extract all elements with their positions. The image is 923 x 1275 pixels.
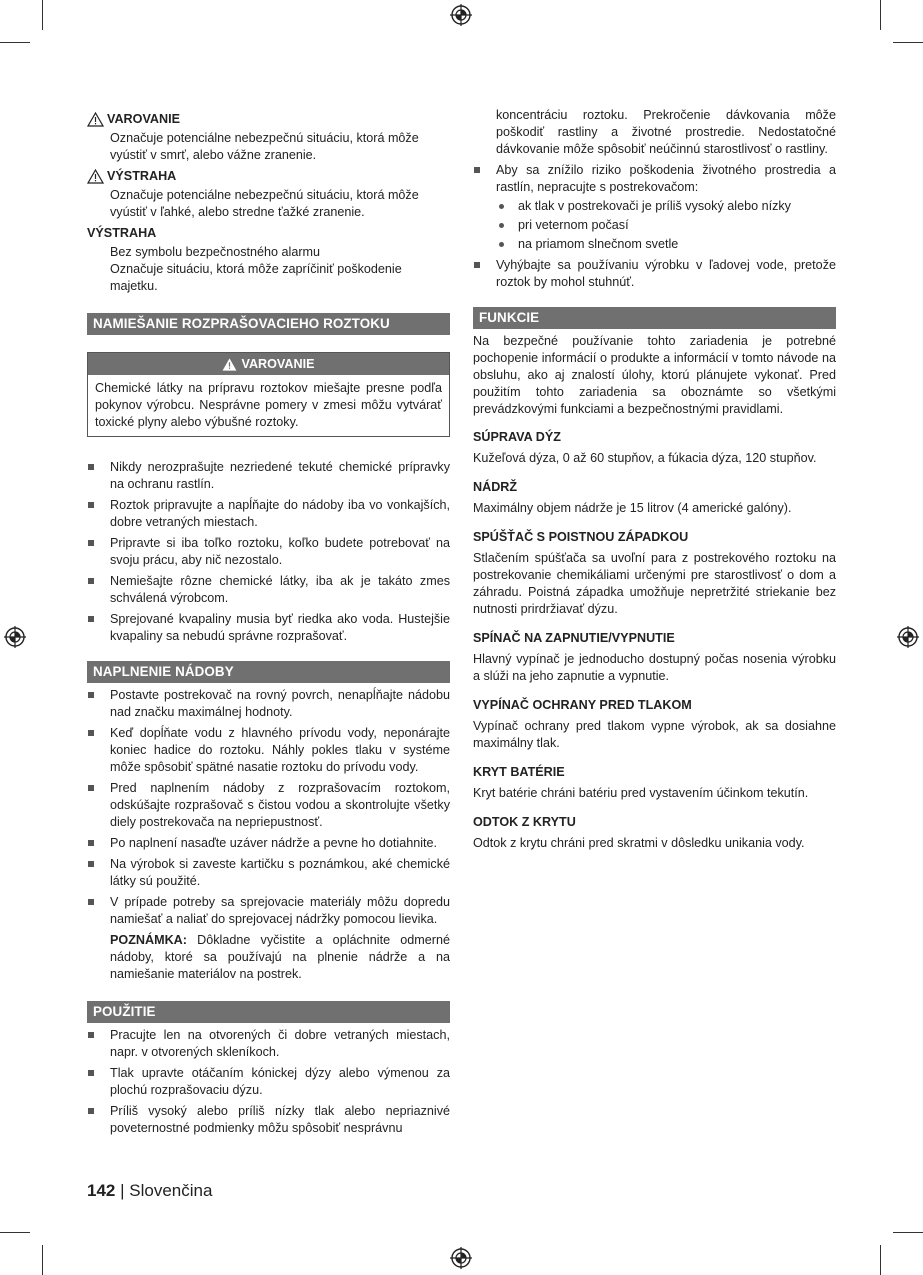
mixing-warning-text: Chemické látky na prípravu roztokov miešajte presne podľa pokynov výrobcu. Nesprávne pomery v zmesi môžu vytvárať toxické plyny alebo výbušné roztoky.	[95, 381, 442, 429]
vystraha-label: VÝSTRAHA	[87, 226, 157, 240]
warning-triangle-icon	[87, 169, 104, 184]
crop-mark	[880, 1245, 881, 1275]
function-title: VYPÍNAČ OCHRANY PRED TLAKOM	[473, 698, 692, 712]
vystraha-icon-title: VÝSTRAHA	[107, 169, 177, 183]
function-item	[473, 429, 836, 467]
list-item: Pripravte si iba toľko roztoku, koľko budete potrebovať na svoju prácu, aby nič nezostalo.	[87, 535, 450, 569]
list-item: V prípade potreby sa sprejovacie materiály môžu dopredu namiešať a naliať do sprejovacej nádržky pomocou lievika.	[87, 894, 450, 928]
list-item: Tlak upravte otáčaním kónickej dýzy alebo výmenou za plochú rozprašovaciu dýzu.	[87, 1065, 450, 1099]
vystraha-description: Označuje situáciu, ktorá môže zapríčiniť poškodenie majetku.	[110, 262, 402, 293]
usage-list	[87, 1027, 450, 1137]
function-item	[473, 630, 836, 685]
varovanie-description: Označuje potenciálne nebezpečnú situáciu, ktorá môže vyústiť v smrť, alebo vážne zranenie.	[110, 131, 419, 162]
function-item	[473, 814, 836, 852]
function-text: Kužeľová dýza, 0 až 60 stupňov, a fúkacia dýza, 120 stupňov.	[473, 451, 817, 465]
section-heading-usage: POUŽITIE	[87, 1001, 450, 1023]
function-title: NÁDRŽ	[473, 480, 518, 494]
list-item: Keď dopĺňate vodu z hlavného prívodu vody, neponárajte koniec hadice do roztoku. Náhly pokles tlaku v systéme môže spôsobiť spätné nasatie roztoku do prívodu vody.	[87, 725, 450, 776]
function-text: Kryt batérie chráni batériu pred vystavením účinkom tekutín.	[473, 786, 809, 800]
function-item	[473, 529, 836, 618]
warning-triangle-icon	[87, 112, 104, 127]
sub-list-item: ak tlak v postrekovači je príliš vysoký alebo nízky	[496, 198, 836, 215]
crop-mark	[893, 42, 923, 43]
page-number: 142	[87, 1181, 116, 1200]
usage-list-continued	[473, 162, 836, 291]
vystraha-icon-label	[87, 168, 450, 185]
note-label: POZNÁMKA:	[110, 933, 187, 947]
mixing-warning-title: VAROVANIE	[241, 357, 315, 371]
list-item: Príliš vysoký alebo príliš nízky tlak alebo nepriaznivé poveternostné podmienky môžu spôsobiť nesprávnu	[87, 1103, 450, 1137]
section-heading-functions: FUNKCIE	[473, 307, 836, 329]
crop-mark	[0, 1232, 30, 1233]
page-footer	[87, 1181, 212, 1201]
mixing-warning-head	[88, 353, 449, 375]
footer-language: Slovenčina	[129, 1181, 213, 1200]
crop-mark	[880, 0, 881, 30]
registration-mark-icon	[450, 1247, 472, 1269]
filling-list	[87, 687, 450, 928]
function-title: SÚPRAVA DÝZ	[473, 430, 561, 444]
list-item: Roztok pripravujte a napĺňajte do nádoby iba vo vonkajších, dobre vetraných miestach.	[87, 497, 450, 531]
varovanie-label	[87, 111, 450, 128]
registration-mark-icon	[4, 626, 26, 648]
crop-mark	[42, 0, 43, 30]
list-item	[473, 162, 836, 253]
function-item	[473, 764, 836, 802]
list-item: Pred naplnením nádoby z rozprašovacím roztokom, odskúšajte rozprašovač s čistou vodou a skontrolujte všetky diely postrekovača na nepriepustnosť.	[87, 780, 450, 831]
filling-note	[110, 932, 450, 983]
function-item	[473, 479, 836, 517]
list-item-text: Aby sa znížilo riziko poškodenia životného prostredia a rastlín, nepracujte s postrekovačom:	[496, 163, 836, 194]
function-text: Vypínač ochrany pred tlakom vypne výrobok, ak sa dosiahne maximálny tlak.	[473, 719, 836, 750]
vystraha-icon-description: Označuje potenciálne nebezpečnú situáciu, ktorá môže vyústiť v ľahké, alebo stredne ťažké zranenie.	[110, 188, 419, 219]
section-heading-mixing: NAMIEŠANIE ROZPRAŠOVACIEHO ROZTOKU	[87, 313, 450, 335]
list-item: Po naplnení nasaďte uzáver nádrže a pevne ho dotiahnite.	[87, 835, 450, 852]
sub-list	[496, 198, 836, 253]
list-item: Nemiešajte rôzne chemické látky, iba ak je takáto zmes schválená výrobcom.	[87, 573, 450, 607]
sub-list-item: na priamom slnečnom svetle	[496, 236, 836, 253]
section-heading-filling: NAPLNENIE NÁDOBY	[87, 661, 450, 683]
registration-mark-icon	[897, 626, 919, 648]
note-text: Dôkladne vyčistite a opláchnite odmerné nádoby, ktoré sa používajú na plnenie nádrže a na namiešanie materiálov na postrek.	[110, 933, 450, 981]
mixing-list	[87, 459, 450, 645]
function-text: Hlavný vypínač je jednoducho dostupný počas nosenia výrobku a slúži na jeho zapnutie a vypnutie.	[473, 652, 836, 683]
list-item: Sprejované kvapaliny musia byť riedka ako voda. Hustejšie kvapaliny sa nebudú správne rozprašovať.	[87, 611, 450, 645]
crop-mark	[893, 1232, 923, 1233]
vystraha-no-symbol: Bez symbolu bezpečnostného alarmu	[110, 245, 321, 259]
varovanie-title: VAROVANIE	[107, 112, 181, 126]
function-text: Odtok z krytu chráni pred skratmi v dôsledku unikania vody.	[473, 836, 805, 850]
function-title: SPÚŠŤAČ S POISTNOU ZÁPADKOU	[473, 530, 689, 544]
function-item	[473, 697, 836, 752]
list-item: Nikdy nerozprašujte nezriedené tekuté chemické prípravky na ochranu rastlín.	[87, 459, 450, 493]
sub-list-item: pri veternom počasí	[496, 217, 836, 234]
list-item: Postavte postrekovač na rovný povrch, nenapĺňajte nádobu nad značku maximálnej hodnoty.	[87, 687, 450, 721]
function-text: Maximálny objem nádrže je 15 litrov (4 americké galóny).	[473, 501, 792, 515]
function-title: SPÍNAČ NA ZAPNUTIE/VYPNUTIE	[473, 631, 675, 645]
usage-continued: koncentráciu roztoku. Prekročenie dávkovania môže poškodiť rastliny a životné prostredie. Nedostatočné dávkovanie môže spôsobiť neúčinnú starostlivosť o rastliny.	[496, 108, 836, 156]
severity-legend	[87, 111, 450, 295]
crop-mark	[0, 42, 30, 43]
footer-separator: |	[115, 1181, 130, 1200]
list-item: Na výrobok si zaveste kartičku s poznámkou, aké chemické látky sú použité.	[87, 856, 450, 890]
warning-triangle-icon	[222, 358, 237, 371]
function-title: KRYT BATÉRIE	[473, 765, 565, 779]
left-column	[87, 111, 450, 1141]
right-column	[473, 107, 836, 852]
function-text: Stlačením spúšťača sa uvoľní para z postrekového roztoku na postrekovanie chemikáliami určenými pre starostlivosť o dom a záhradu. Poistná západka umožňuje nepretržité striekanie bez nutnosti prirdržiavať dýzu.	[473, 551, 836, 616]
registration-mark-icon	[450, 4, 472, 26]
crop-mark	[42, 1245, 43, 1275]
mixing-warning-box	[87, 352, 450, 437]
list-item: Vyhýbajte sa používaniu výrobku v ľadovej vode, pretože roztok by mohol stuhnúť.	[473, 257, 836, 291]
functions-intro: Na bezpečné používanie tohto zariadenia je potrebné pochopenie informácií o produkte a informácií v tomto návode na obsluhu, ako aj znalostí úlohy, ktorú plánujete vykonať. Pred použitím tohto zariadenia sa oboznámte so všetkými prevádzkovými funkciami a bezpečnostnými pravidlami.	[473, 334, 836, 416]
function-title: ODTOK Z KRYTU	[473, 815, 576, 829]
list-item: Pracujte len na otvorených či dobre vetraných miestach, napr. v otvorených skleníkoch.	[87, 1027, 450, 1061]
